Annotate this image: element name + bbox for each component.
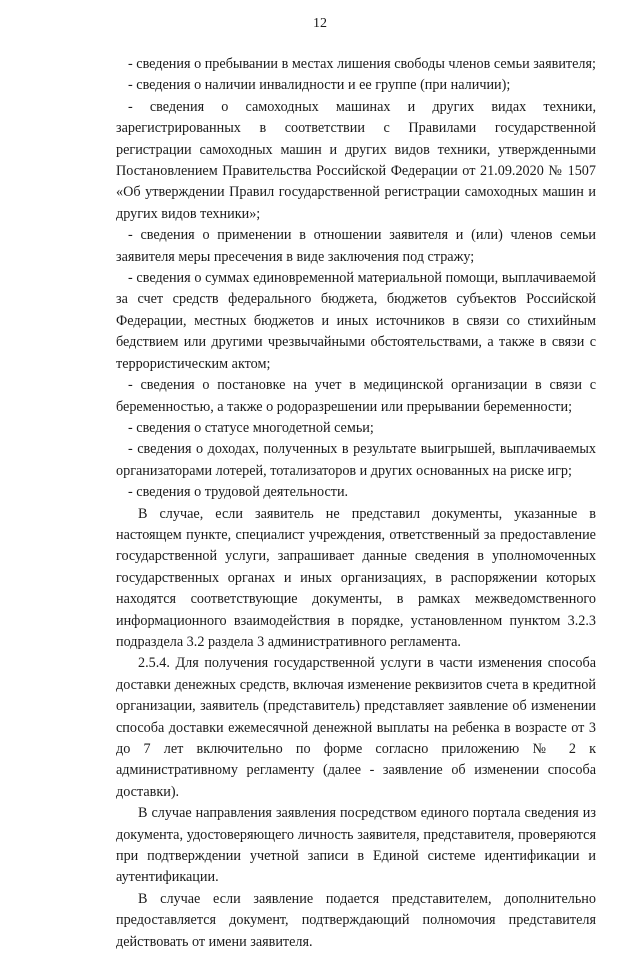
paragraph-3: - сведения о самоходных машинах и других видах техники, зарегистрированных в соответствии с Правилами государственной регистрации самоходных машин и других видов техники, утвержденными Постановлением Правительства Российской Федерации от 21.09.2020 № 1507 «Об утверждении Правил государственной регистрации самоходных машин и других видов техники»; bbox=[116, 98, 596, 222]
document-body bbox=[116, 54, 596, 953]
paragraph-6: - сведения о постановке на учет в медицинской организации в связи с беременностью, а также о родоразрешении или прерывании беременности; bbox=[116, 377, 596, 415]
paragraph-1: - сведения о пребывании в местах лишения свободы членов семьи заявителя; bbox=[128, 56, 596, 72]
paragraph-12: В случае направления заявления посредством единого портала сведения из документа, удостоверяющего личность заявителя, представителя, проверяются при подтверждении учетной записи в Единой системе идентификации и аутентификации. bbox=[116, 805, 596, 886]
paragraph-4: - сведения о применении в отношении заявителя и (или) членов семьи заявителя меры пресечения в виде заключения под стражу; bbox=[116, 227, 596, 265]
paragraph-5: - сведения о суммах единовременной материальной помощи, выплачиваемой за счет средств федерального бюджета, бюджетов субъектов Российской Федерации, местных бюджетов и иных источников в связи со стихийным бедствием или другими чрезвычайными обстоятельствами, а также в связи с террористическим актом; bbox=[116, 270, 596, 372]
paragraph-2: - сведения о наличии инвалидности и ее группе (при наличии); bbox=[128, 77, 511, 94]
paragraph-7: - сведения о статусе многодетной семьи; bbox=[128, 419, 374, 436]
paragraph-9: - сведения о трудовой деятельности. bbox=[128, 484, 349, 501]
paragraph-8: - сведения о доходах, полученных в результате выигрышей, выплачиваемых организаторами лотерей, тотализаторов и других основанных на риске игр; bbox=[116, 441, 596, 479]
paragraph-11: 2.5.4. Для получения государственной услуги в части изменения способа доставки денежных средств, включая изменение реквизитов счета в кредитной организации, заявитель (представитель) представляет заявление об изменении способа доставки ежемесячной денежной выплаты на ребенка в возрасте от 3 до 7 лет включительно по форме согласно приложению № 2 к административному регламенту (далее - заявление об изменении способа доставки). bbox=[116, 655, 596, 800]
paragraph-13: В случае если заявление подается представителем, дополнительно предоставляется документ, подтверждающий полномочия представителя действовать от имени заявителя. bbox=[116, 890, 596, 950]
paragraph-10: В случае, если заявитель не представил документы, указанные в настоящем пункте, специалист учреждения, ответственный за предоставление государственной услуги, запрашивает данные сведения в уполномоченных государственных органах и иных организациях, в распоряжении которых находятся соответствующие документы, в рамках межведомственного информационного взаимодействия в порядке, установленном пунктом 3.2.3 подраздела 3.2 раздела 3 административного регламента. bbox=[116, 505, 596, 650]
page-number: 12 bbox=[313, 16, 327, 31]
